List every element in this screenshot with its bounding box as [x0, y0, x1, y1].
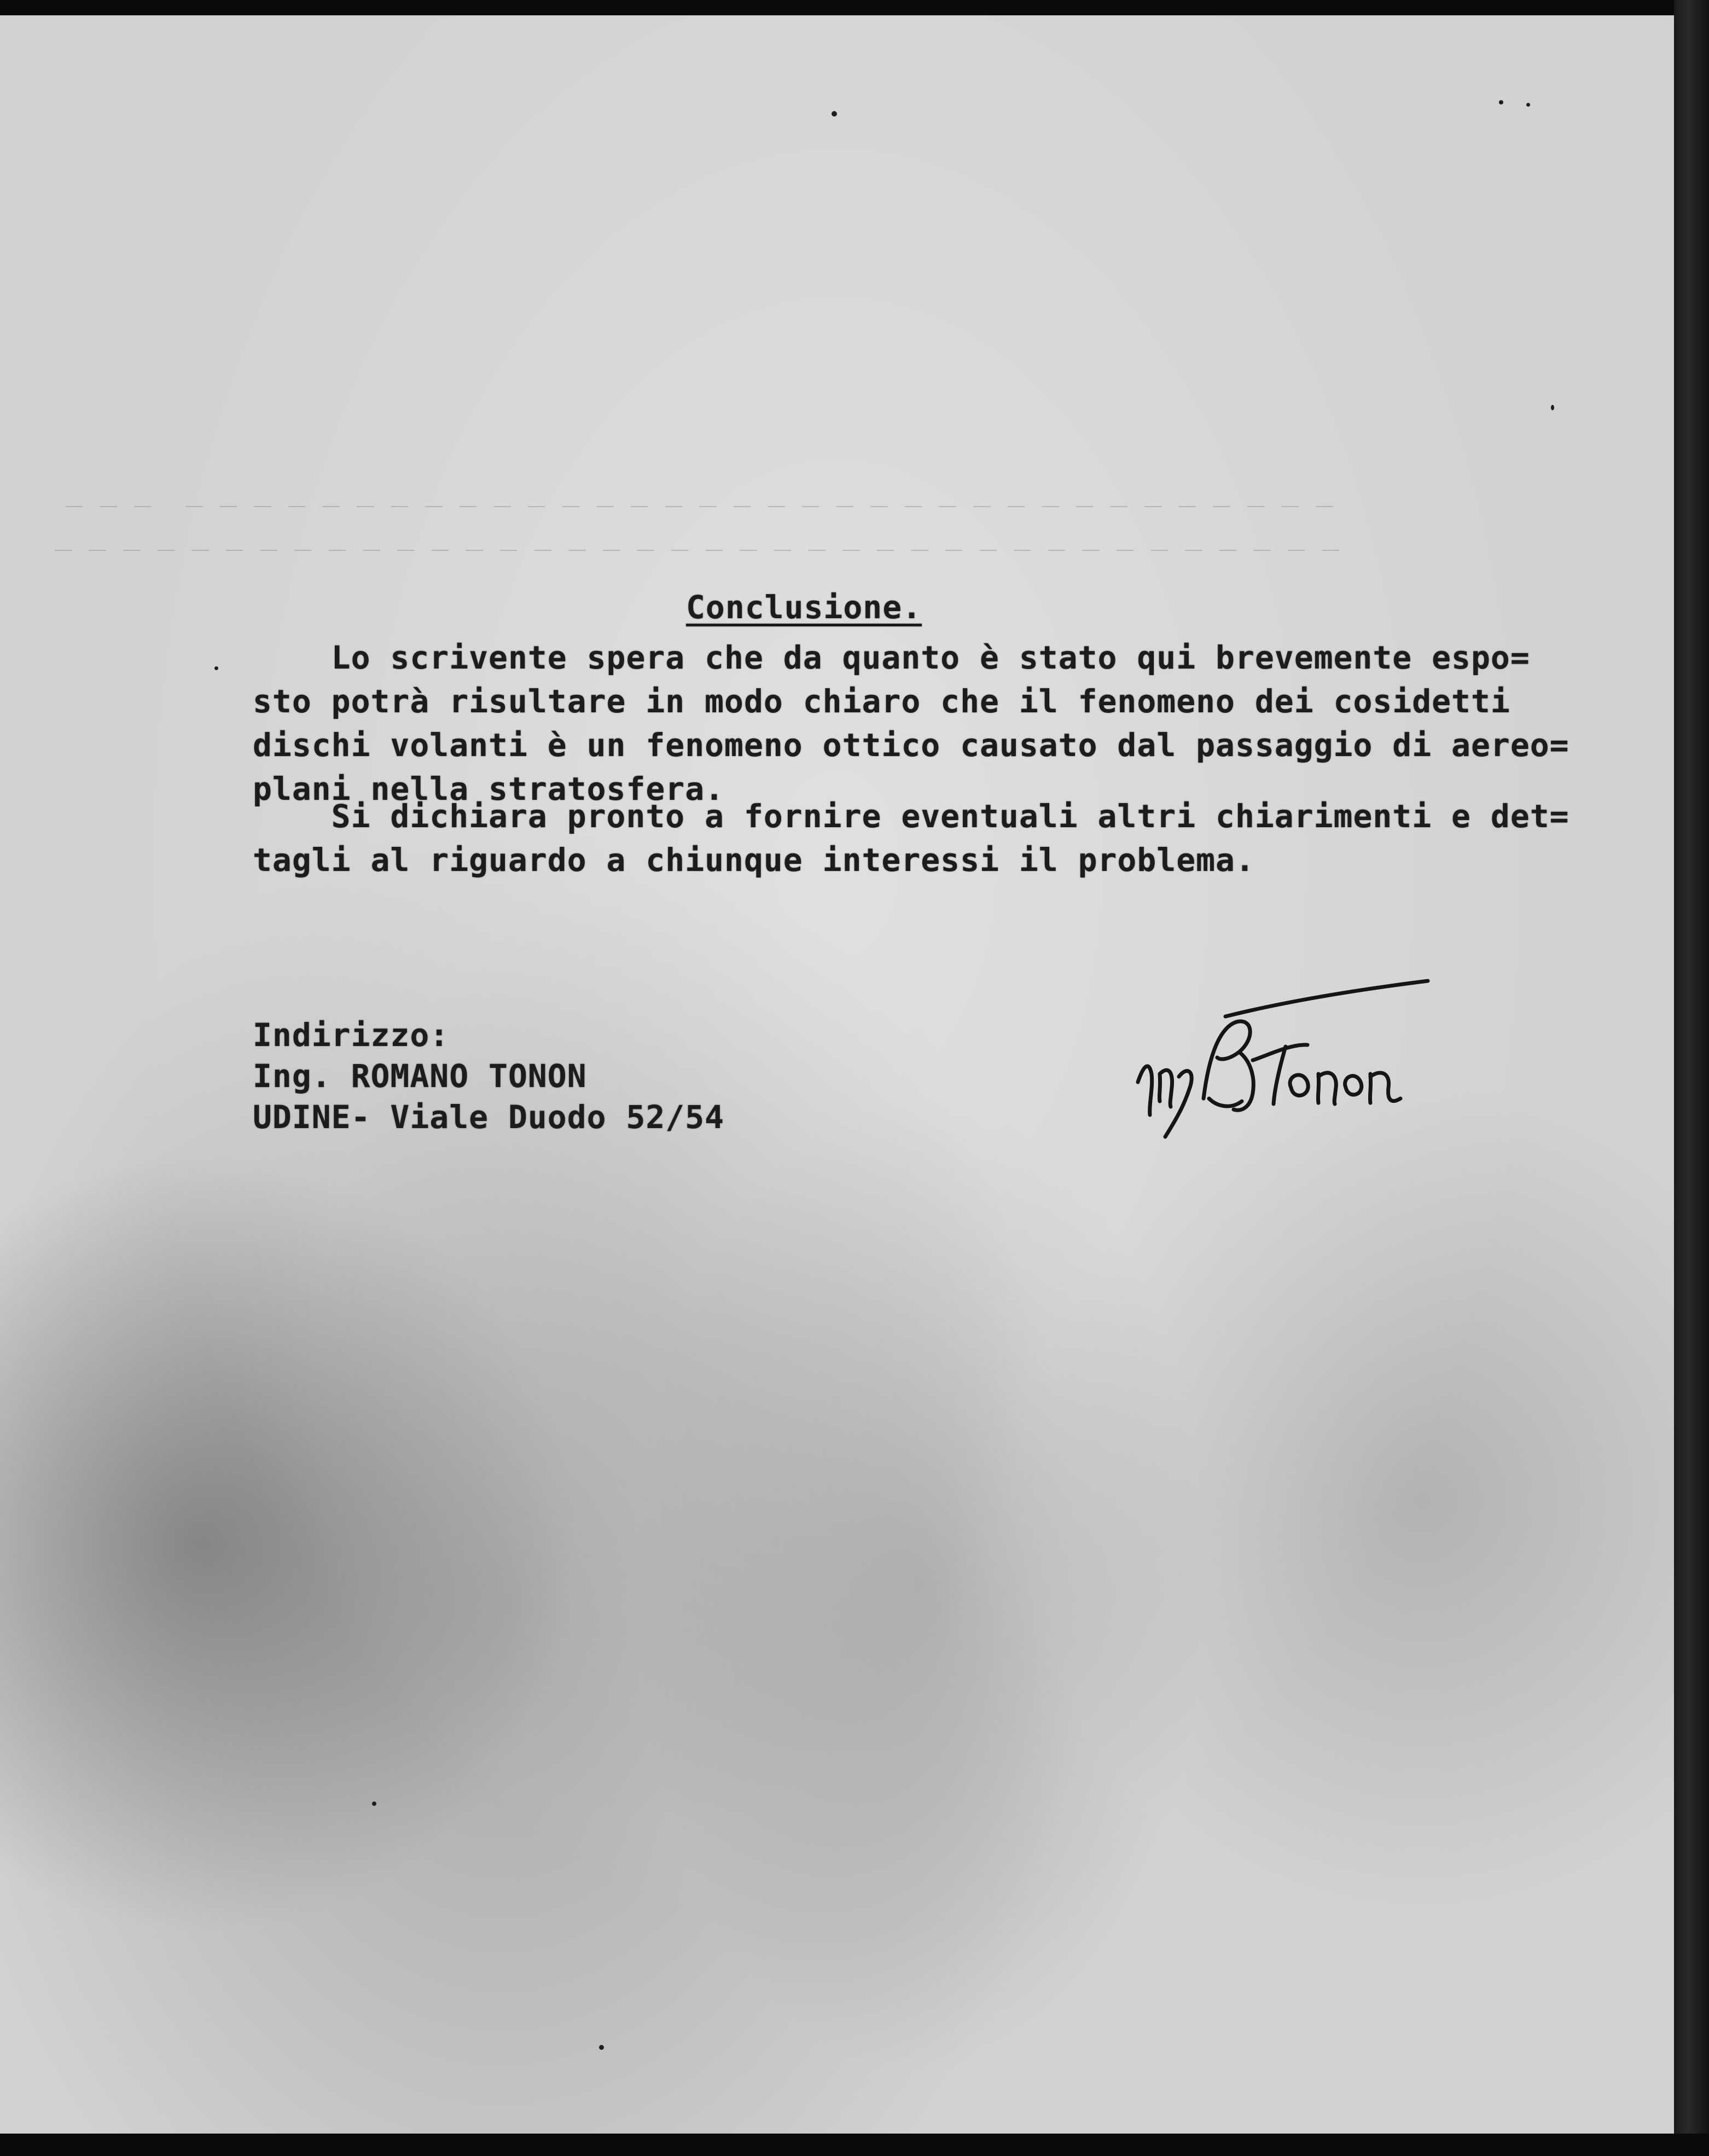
paragraph-2-line-2: tagli al riguardo a chiunque interessi il problema.: [253, 841, 1255, 879]
bleed-through-text: _ _ _ _ _ _ _ _ _ _ _ _ _ _ _ _ _ _ _ _ _ _ _ _ _ _ _ _ _ _ _ _ _ _ _ _ _ _: [55, 519, 1339, 551]
ink-speck: [372, 1801, 376, 1806]
ink-speck: [1551, 405, 1554, 410]
bleed-through-text: _ _ _ _ _ _ _ _ _ _ _ _ _ _ _ _ _ _ _ _ _ _ _ _ _ _ _ _ _ _ _ _ _ _ _ _ _: [66, 475, 1333, 508]
paragraph-2-line-1: Si dichiara pronto a fornire eventuali altri chiarimenti e det=: [253, 798, 1570, 835]
paragraph-1-line-3: dischi volanti è un fenomeno ottico causato dal passaggio di aereo=: [253, 727, 1570, 764]
address-name: Ing. ROMANO TONON: [253, 1057, 587, 1095]
address-label: Indirizzo:: [253, 1016, 450, 1054]
ink-speck: [1499, 100, 1503, 104]
scan-right-border: [1674, 0, 1709, 2156]
ink-speck: [1526, 103, 1530, 107]
scan-bottom-border: [0, 2134, 1709, 2156]
paper-sheet: [0, 15, 1674, 2138]
paragraph-1-line-1: Lo scrivente spera che da quanto è stato qui brevemente espo=: [253, 639, 1530, 676]
document-title: Conclusione.: [686, 589, 922, 626]
address-street: UDINE- Viale Duodo 52/54: [253, 1099, 725, 1136]
paragraph-1-line-2: sto potrà risultare in modo chiaro che il fenomeno dei cosidetti: [253, 683, 1510, 720]
ink-speck: [214, 666, 218, 670]
scan-top-border: [0, 0, 1709, 15]
ink-speck: [832, 111, 837, 117]
paragraph-1-line-4: plani nella stratosfera.: [253, 770, 725, 807]
ink-speck: [599, 2045, 604, 2050]
handwritten-signature: [1127, 978, 1433, 1153]
